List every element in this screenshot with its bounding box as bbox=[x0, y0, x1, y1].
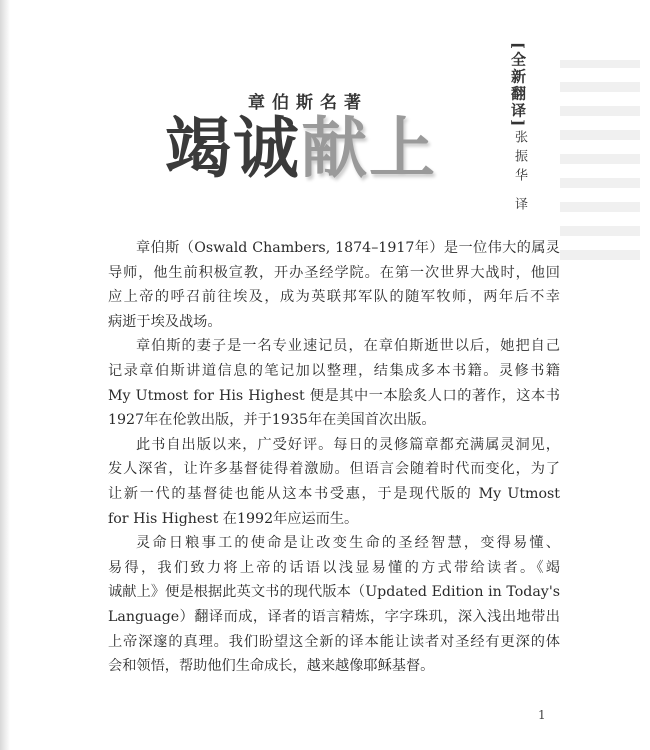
text-line: 会和领悟，帮助他们生命成长，越来越像耶稣基督。 bbox=[108, 658, 435, 675]
text-line: 易得，我们致力将上帝的话语以浅显易懂的方式带给读者。《竭 bbox=[108, 559, 560, 576]
text-line: 1927年在伦敦出版，并于1935年在美国首次出版。 bbox=[108, 412, 436, 429]
text-line: for His Highest 在1992年应运而生。 bbox=[108, 510, 359, 527]
text-line: 章伯斯（Oswald Chambers, 1874–1917年）是一位伟大的属灵 bbox=[136, 240, 560, 256]
text-line: 发人深省，让许多基督徒得着激励。但语言会随着时代而变化，为了 bbox=[108, 461, 560, 478]
bleed-through-texture bbox=[560, 60, 640, 260]
book-title-light: 献上 bbox=[301, 109, 437, 187]
text-line: 章伯斯的妻子是一名专业速记员，在章伯斯逝世以后，她把自己 bbox=[136, 338, 560, 355]
edition-tag: [全新翻译] bbox=[509, 42, 527, 129]
text-line: 记录章伯斯讲道信息的笔记加以整理，结集成多本书籍。灵修书籍 bbox=[108, 362, 560, 379]
page-number: 1 bbox=[538, 708, 546, 722]
book-title-dark: 竭诚 bbox=[165, 109, 301, 187]
page-edge-shadow bbox=[0, 0, 10, 750]
text-line: 病逝于埃及战场。 bbox=[108, 313, 222, 330]
paragraph bbox=[108, 433, 560, 531]
text-line: 上帝深邃的真理。我们盼望这全新的译本能让读者对圣经有更深的体 bbox=[108, 633, 560, 650]
text-line: Language）翻译而成，译者的语言精炼，字字珠玑，深入浅出地带出 bbox=[108, 608, 560, 625]
text-line: 让新一代的基督徒也能从这本书受惠，于是现代版的 My Utmost bbox=[108, 485, 560, 502]
text-line: 诚献上》便是根据此英文书的现代版本（Updated Edition in Today's bbox=[108, 584, 560, 601]
text-line: 此书自出版以来，广受好评。每日的灵修篇章都充满属灵洞见， bbox=[136, 436, 560, 453]
text-line: My Utmost for His Highest 便是其中一本脍炙人口的著作，这本书 bbox=[108, 387, 560, 404]
paragraph bbox=[108, 334, 560, 432]
text-line: 应上帝的呼召前往埃及，成为英联邦军队的随军牧师，两年后不幸 bbox=[108, 289, 560, 306]
book-title bbox=[165, 109, 437, 187]
translator-credit: 张振华 译 bbox=[512, 130, 527, 217]
text-line: 灵命日粮事工的使命是让改变生命的圣经智慧，变得易懂、 bbox=[136, 535, 560, 552]
body-text bbox=[108, 236, 560, 679]
author-line: 章伯斯名著 bbox=[248, 93, 368, 113]
paragraph bbox=[108, 236, 560, 334]
paragraph bbox=[108, 531, 560, 679]
text-line: 导师，他生前积极宣教，开办圣经学院。在第一次世界大战时，他回 bbox=[108, 264, 560, 281]
